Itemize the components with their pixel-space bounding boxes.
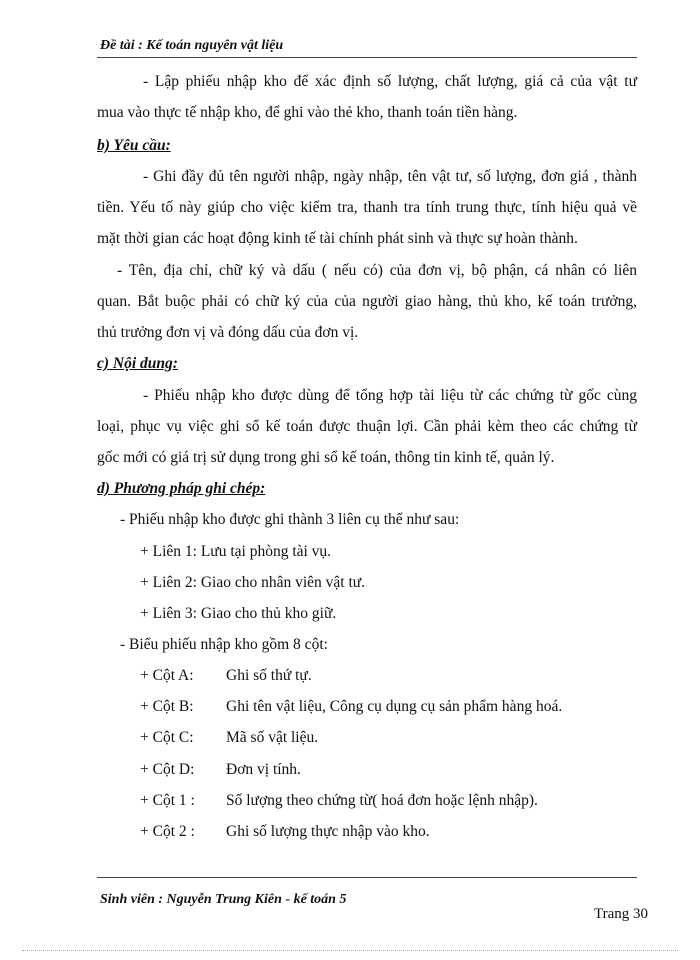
cot-label: + Cột C: xyxy=(140,729,194,746)
section-b-para2-line-1: - Tên, địa chỉ, chữ ký và dấu ( nếu có) của đơn vị, bộ phận, cá nhân có liên xyxy=(117,262,637,279)
cot-text: Ghi tên vật liệu, Công cụ dụng cụ sản phẩm hàng hoá. xyxy=(226,698,563,715)
header-divider xyxy=(97,57,637,58)
section-c-line-2: loại, phục vụ việc ghi sổ kế toán được thuận lợi. Cần phải kèm theo các chứng từ xyxy=(97,418,637,435)
intro-line-2: mua vào thực tế nhập kho, để ghi vào thẻ kho, thanh toán tiền hàng. xyxy=(97,104,518,121)
lien-intro: - Phiếu nhập kho được ghi thành 3 liên cụ thể như sau: xyxy=(120,511,460,528)
cot-label: + Cột B: xyxy=(140,698,194,715)
section-c-line-3: gốc mới có giá trị sử dụng trong ghi sổ kế toán, thông tin kinh tế, quản lý. xyxy=(97,449,555,466)
cot-intro: - Biểu phiếu nhập kho gồm 8 cột: xyxy=(120,636,328,653)
page-footer: Sinh viên : Nguyễn Trung Kiên - kế toán 5 xyxy=(100,892,347,907)
cot-label: + Cột D: xyxy=(140,761,195,778)
cot-text: Đơn vị tính. xyxy=(226,761,301,778)
cot-text: Ghi số thứ tự. xyxy=(226,667,312,684)
cot-label: + Cột 2 : xyxy=(140,823,195,840)
cot-label: + Cột 1 : xyxy=(140,792,195,809)
section-b-para1-line-2: tiền. Yếu tố này giúp cho việc kiểm tra, thanh tra tính trung thực, tính hiệu quả về xyxy=(97,199,637,216)
cot-text: Ghi số lượng thực nhập vào kho. xyxy=(226,823,430,840)
cot-label: + Cột A: xyxy=(140,667,194,684)
footer-divider xyxy=(97,877,637,878)
section-b-heading: b) Yêu cầu: xyxy=(97,137,171,154)
page-header: Đề tài : Kế toán nguyên vật liệu xyxy=(100,38,284,53)
section-b-para2-line-2: quan. Bắt buộc phải có chữ ký của của người giao hàng, thủ kho, kế toán trưởng, xyxy=(97,293,637,310)
section-c-heading: c) Nội dung: xyxy=(97,355,178,372)
page-bottom-edge xyxy=(22,950,678,951)
lien-item: + Liên 2: Giao cho nhân viên vật tư. xyxy=(140,574,366,591)
cot-text: Số lượng theo chứng từ( hoá đơn hoặc lệnh nhập). xyxy=(226,792,538,809)
section-d-heading: d) Phương pháp ghi chép: xyxy=(97,480,266,497)
lien-item: + Liên 1: Lưu tại phòng tài vụ. xyxy=(140,543,332,560)
cot-text: Mã số vật liệu. xyxy=(226,729,319,746)
lien-item: + Liên 3: Giao cho thủ kho giữ. xyxy=(140,605,337,622)
section-c-line-1: - Phiếu nhập kho được dùng để tổng hợp tài liệu từ các chứng từ gốc cùng xyxy=(143,387,637,404)
section-b-para1-line-3: mặt thời gian các hoạt động kinh tế tài chính phát sinh và thực sự hoàn thành. xyxy=(97,230,578,247)
section-b-para2-line-3: thủ trưởng đơn vị và đóng dấu của đơn vị. xyxy=(97,324,359,341)
section-b-para1-line-1: - Ghi đầy đủ tên người nhập, ngày nhập, tên vật tư, số lượng, đơn giá , thành xyxy=(143,168,637,185)
intro-line-1: - Lập phiếu nhập kho để xác định số lượng, chất lượng, giá cả của vật tư xyxy=(143,73,637,90)
page-number: Trang 30 xyxy=(594,906,649,922)
